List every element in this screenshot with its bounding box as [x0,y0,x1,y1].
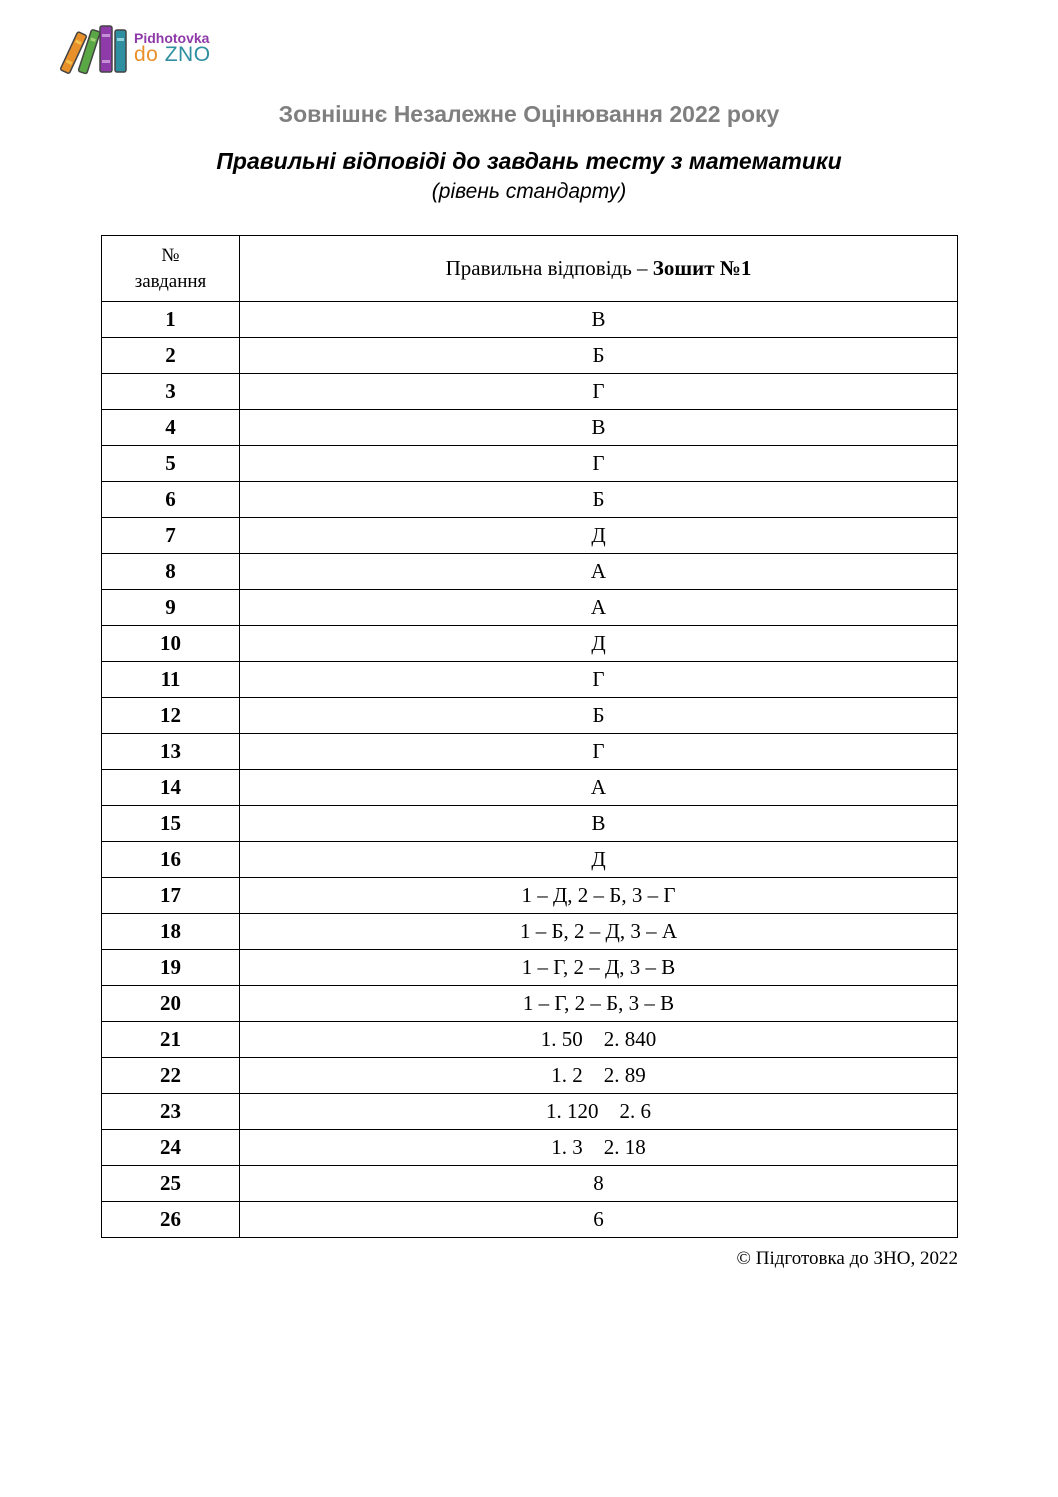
answer-cell: Б [240,482,958,518]
task-number-cell: 5 [102,446,240,482]
task-number-cell: 17 [102,878,240,914]
column-header-number-sign: № [161,244,180,266]
answer-cell: Г [240,734,958,770]
table-row [102,770,958,806]
task-number-cell: 15 [102,806,240,842]
column-header-answer-prefix: Правильна відповідь – [445,256,653,280]
answer-cell: 1 – Б, 2 – Д, 3 – А [240,914,958,950]
table-row [102,1058,958,1094]
task-number-cell: 26 [102,1202,240,1238]
table-row [102,914,958,950]
table-row [102,410,958,446]
table-row [102,626,958,662]
answer-cell: Б [240,698,958,734]
task-number-cell: 4 [102,410,240,446]
answers-table-body [102,302,958,1238]
table-row [102,518,958,554]
column-header-booklet: Зошит №1 [652,256,752,280]
table-row [102,374,958,410]
logo-text-pidhotovka: Pidhotovka [134,30,210,46]
table-row [102,302,958,338]
answer-cell: 1. 120 2. 6 [240,1094,958,1130]
task-number-cell: 3 [102,374,240,410]
table-row [102,662,958,698]
table-row [102,698,958,734]
table-row [102,1130,958,1166]
books-logo-icon [60,24,132,76]
task-number-cell: 13 [102,734,240,770]
document-subtitle: (рівень стандарту) [431,180,627,203]
task-number-cell: 14 [102,770,240,806]
table-row [102,1166,958,1202]
copyright-footer: © Підготовка до ЗНО, 2022 [736,1248,958,1269]
answer-cell: 6 [240,1202,958,1238]
document-title: Правильні відповіді до завдань тесту з математики [216,148,842,174]
table-row [102,950,958,986]
answer-cell: В [240,806,958,842]
answer-cell: В [240,410,958,446]
task-number-cell: 1 [102,302,240,338]
task-number-cell: 19 [102,950,240,986]
answer-cell: 1 – Д, 2 – Б, 3 – Г [240,878,958,914]
answer-cell: Г [240,374,958,410]
answer-cell: 1. 3 2. 18 [240,1130,958,1166]
task-number-cell: 10 [102,626,240,662]
answers-table [101,235,958,1238]
answer-cell: Б [240,338,958,374]
table-row [102,1094,958,1130]
answer-cell: 8 [240,1166,958,1202]
exam-title: Зовнішнє Незалежне Оцінювання 2022 року [278,101,780,127]
task-number-cell: 9 [102,590,240,626]
table-row [102,878,958,914]
answer-cell: Д [240,518,958,554]
task-number-cell: 2 [102,338,240,374]
table-row [102,554,958,590]
logo-text-zno: ZNO [164,43,211,66]
answer-cell: Д [240,626,958,662]
answer-cell: Д [240,842,958,878]
answer-cell: Г [240,662,958,698]
answer-cell: А [240,770,958,806]
answer-cell: А [240,590,958,626]
column-header-task-number [102,236,240,302]
answer-cell: 1. 2 2. 89 [240,1058,958,1094]
answer-cell: 1. 50 2. 840 [240,1022,958,1058]
task-number-cell: 8 [102,554,240,590]
table-row [102,986,958,1022]
task-number-cell: 21 [102,1022,240,1058]
table-row [102,590,958,626]
task-number-cell: 7 [102,518,240,554]
task-number-cell: 22 [102,1058,240,1094]
table-row [102,482,958,518]
column-header-correct-answer [240,236,958,302]
table-header-row [102,236,958,302]
column-header-task-word: завдання [134,270,207,292]
task-number-cell: 25 [102,1166,240,1202]
table-row [102,842,958,878]
table-row [102,806,958,842]
task-number-cell: 24 [102,1130,240,1166]
task-number-cell: 12 [102,698,240,734]
task-number-cell: 11 [102,662,240,698]
task-number-cell: 20 [102,986,240,1022]
logo-text-do: do [134,43,159,66]
task-number-cell: 23 [102,1094,240,1130]
logo-text-do-zno [134,43,211,67]
table-row [102,1022,958,1058]
task-number-cell: 16 [102,842,240,878]
answer-cell: 1 – Г, 2 – Б, 3 – В [240,986,958,1022]
table-row [102,1202,958,1238]
answer-cell: А [240,554,958,590]
answer-cell: В [240,302,958,338]
table-row [102,734,958,770]
site-logo [60,24,230,76]
answer-cell: 1 – Г, 2 – Д, 3 – В [240,950,958,986]
table-row [102,446,958,482]
task-number-cell: 18 [102,914,240,950]
task-number-cell: 6 [102,482,240,518]
answer-cell: Г [240,446,958,482]
table-row [102,338,958,374]
